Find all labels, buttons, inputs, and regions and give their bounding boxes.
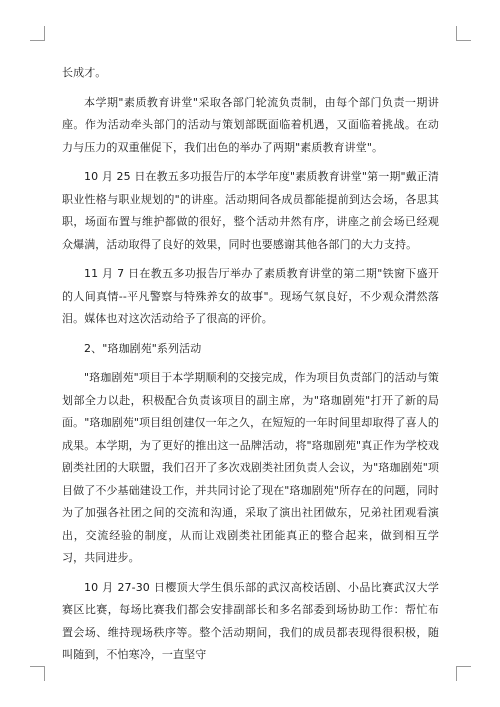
document-body bbox=[62, 62, 439, 667]
paragraph-drama-project: "珞珈剧苑"项目于本学期顺利的交接完成，作为项目负责部门的活动与策划部全力以赴，积极配合负责该项目的副主席，为"珞珈剧苑"打开了新的局面。"珞珈剧苑"项目组创建仅一年之久，在短短的一年时间里却取得了喜人的成果。本学期，为了更好的推出这一品牌活动，将"珞珈剧苑"真正作为学校戏剧类社团的大联盟，我们召开了多次戏剧类社团负责人会议，为"珞珈剧苑"项目做了不少基础建设工作，并共同讨论了现在"珞珈剧苑"所存在的问题，同时为了加强各社团之间的交流和沟通，采取了演出社团做东，兄弟社团观看演出，交流经验的制度，从而让戏剧类社团能真正的整合起来，做到相互学习，共同进步。 bbox=[62, 371, 439, 564]
section-heading-drama: 2、"珞珈剧苑"系列活动 bbox=[84, 341, 202, 355]
crop-mark-top-right bbox=[456, 26, 471, 41]
paragraph-lecture-intro: 本学期"素质教育讲堂"采取各部门轮流负责制，由每个部门负责一期讲座。作为活动牵头部门的活动与策划部既面临着机遇，又面临着挑战。在动力与压力的双重催促下，我们出色的举办了两期"素质教育讲堂"。 bbox=[62, 95, 439, 154]
crop-mark-bottom-left bbox=[30, 666, 45, 681]
crop-mark-top-left bbox=[30, 26, 45, 41]
crop-mark-bottom-right bbox=[456, 666, 471, 681]
paragraph-drama-competition: 10 月 27-30 日樱顶大学生俱乐部的武汉高校话剧、小品比赛武汉大学赛区比赛，每场比赛我们都会安排副部长和多名部委到场协助工作：帮忙布置会场、维持现场秩序等。整个活动期间，我们的成员都表现得很积极，随叫随到，不怕寒冷，一直坚守 bbox=[62, 580, 439, 661]
paragraph-lecture-second: 11 月 7 日在教五多功报告厅举办了素质教育讲堂的第二期"铁窗下盛开的人间真情--平凡警察与特殊养女的故事"。现场气氛良好，不少观众潸然落泪。媒体也对这次活动给予了很高的评价。 bbox=[62, 267, 439, 325]
paragraph-lecture-first: 10 月 25 日在教五多功报告厅的本学年度"素质教育讲堂"第一期"戴正清职业性格与职业规划的"的讲座。活动期间各成员都能提前到达会场，各思其职，场面布置与维护都做的很好，整个活动井然有序，讲座之前会场已经观众爆满，活动取得了良好的效果，同时也要感谢其他各部门的大力支持。 bbox=[62, 170, 439, 251]
paragraph-continuation: 长成才。 bbox=[62, 66, 107, 79]
